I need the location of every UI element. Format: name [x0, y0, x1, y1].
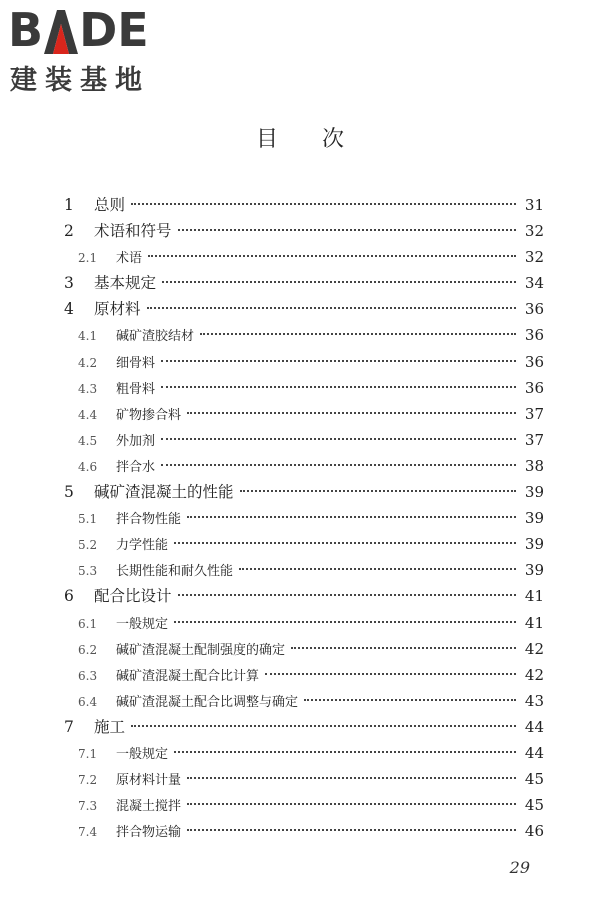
toc-entry[interactable] [60, 192, 544, 218]
toc-entry-number: 7.3 [78, 799, 98, 814]
toc-entry[interactable] [60, 505, 544, 531]
toc-entry-number: 5 [64, 483, 74, 502]
toc-entry-label: 碱矿渣混凝土配合比调整与确定 [116, 694, 299, 710]
toc-entry-page: 36 [524, 326, 544, 345]
toc-entry-label: 原材料计量 [116, 773, 182, 789]
toc-entry-label: 碱矿渣胶结材 [116, 329, 195, 345]
toc-entry-number: 4.5 [78, 433, 98, 448]
toc-leader-dots [178, 594, 516, 596]
toc-entry-number: 7.2 [78, 773, 98, 788]
toc-entry-number: 4.2 [78, 355, 98, 370]
toc-entry-page: 39 [524, 509, 544, 528]
toc-entry[interactable] [60, 740, 544, 766]
toc-entry-page: 39 [524, 483, 544, 502]
toc-entry-number: 7.4 [78, 825, 98, 840]
toc-entry-number: 5.2 [78, 538, 98, 553]
logo-letter-d: D [79, 3, 118, 57]
toc-entry[interactable] [60, 453, 544, 479]
toc-entry-page: 38 [524, 456, 544, 475]
page-number: 29 [509, 858, 530, 877]
toc-entry-page: 41 [524, 613, 544, 632]
toc-leader-dots [187, 803, 516, 805]
toc-entry-page: 32 [524, 222, 544, 241]
toc-entry-label: 拌合水 [116, 459, 156, 475]
toc-entry-label: 总则 [94, 196, 126, 214]
toc-entry-number: 6.1 [78, 616, 98, 631]
toc-entry-page: 42 [524, 639, 544, 658]
toc-entry-number: 4.3 [78, 381, 98, 396]
toc-entry-page: 36 [524, 300, 544, 319]
toc-entry-page: 37 [524, 404, 544, 423]
toc-entry[interactable] [60, 218, 544, 244]
logo-letter-e: E [117, 3, 149, 57]
toc-entry[interactable] [60, 636, 544, 662]
toc-leader-dots [131, 203, 516, 205]
toc-entry-label: 细骨料 [116, 355, 156, 371]
toc-entry-page: 36 [524, 378, 544, 397]
toc-entry[interactable] [60, 322, 544, 348]
toc-entry[interactable] [60, 583, 544, 609]
toc-leader-dots [162, 281, 516, 283]
toc-leader-dots [161, 386, 516, 388]
logo-wordmark [8, 3, 178, 57]
toc-leader-dots [265, 673, 516, 675]
toc-leader-dots [291, 647, 516, 649]
toc-entry-label: 术语和符号 [94, 222, 172, 241]
toc-entry-page: 37 [524, 430, 544, 449]
title-char-2: 次 [322, 127, 345, 152]
toc-entry-label: 混凝土搅拌 [116, 799, 182, 815]
toc-entry-page: 34 [524, 274, 544, 293]
toc-entry[interactable] [60, 766, 544, 792]
toc-leader-dots [131, 725, 516, 727]
toc-entry-number: 4.6 [78, 459, 98, 474]
toc-entry-page: 39 [524, 535, 544, 554]
toc-entry[interactable] [60, 714, 544, 740]
toc-entry-number: 5.1 [78, 512, 98, 527]
toc-entry-page: 31 [524, 196, 544, 214]
toc-entry-label: 一般规定 [116, 746, 169, 762]
toc-entry[interactable] [60, 531, 544, 557]
toc-entry-number: 5.3 [78, 564, 98, 579]
toc-entry-number: 1 [64, 196, 74, 214]
toc-entry-number: 6.4 [78, 694, 98, 709]
toc-leader-dots [148, 255, 516, 257]
toc-entry-page: 45 [524, 770, 544, 789]
toc-entry-number: 3 [64, 274, 74, 293]
toc-entry-number: 6.2 [78, 642, 98, 657]
logo-chinese-text: 建装基地 [10, 65, 150, 96]
toc-entry[interactable] [60, 244, 544, 270]
toc-entry-page: 44 [524, 717, 544, 736]
toc-entry[interactable] [60, 375, 544, 401]
toc-leader-dots [147, 307, 516, 309]
toc-entry-label: 粗骨料 [116, 381, 156, 397]
toc-entry[interactable] [60, 792, 544, 818]
toc-leader-dots [240, 490, 516, 492]
toc-entry-page: 46 [524, 822, 544, 841]
toc-entry[interactable] [60, 349, 544, 375]
toc-entry[interactable] [60, 610, 544, 636]
toc-entry-page: 41 [524, 587, 544, 606]
toc-entry-page: 43 [524, 691, 544, 710]
toc-entry-label: 原材料 [94, 300, 141, 319]
toc-entry-number: 7.1 [78, 746, 98, 761]
toc-entry[interactable] [60, 401, 544, 427]
toc-entry[interactable] [60, 688, 544, 714]
toc-entry[interactable] [60, 818, 544, 844]
toc-entry[interactable] [60, 479, 544, 505]
toc-entry-label: 碱矿渣混凝土的性能 [94, 483, 234, 502]
toc-entry-page: 36 [524, 352, 544, 371]
toc-entry-label: 施工 [94, 717, 126, 736]
page-title [0, 122, 600, 153]
toc-entry[interactable] [60, 427, 544, 453]
toc-entry-label: 碱矿渣混凝土配合比计算 [116, 668, 260, 684]
toc-entry-page: 39 [524, 561, 544, 580]
toc-entry-page: 42 [524, 665, 544, 684]
table-of-contents [60, 192, 544, 844]
toc-entry-label: 碱矿渣混凝土配制强度的确定 [116, 642, 286, 658]
title-char-1: 目 [255, 127, 278, 152]
toc-leader-dots [161, 438, 516, 440]
toc-entry[interactable] [60, 557, 544, 583]
toc-leader-dots [187, 412, 516, 414]
logo-letter-b: B [8, 3, 44, 57]
toc-entry-label: 配合比设计 [94, 587, 172, 606]
toc-entry-number: 2.1 [78, 251, 98, 266]
toc-leader-dots [174, 542, 516, 544]
toc-leader-dots [187, 777, 516, 779]
toc-leader-dots [161, 360, 516, 362]
toc-entry-number: 6 [64, 587, 74, 606]
toc-entry-number: 4 [64, 300, 74, 319]
toc-entry-page: 45 [524, 796, 544, 815]
toc-entry[interactable] [60, 662, 544, 688]
toc-leader-dots [304, 699, 516, 701]
toc-entry-number: 2 [64, 222, 74, 241]
toc-entry-label: 长期性能和耐久性能 [116, 564, 234, 580]
toc-entry-number: 7 [64, 717, 74, 736]
toc-entry-label: 拌合物性能 [116, 512, 182, 528]
toc-entry-number: 4.4 [78, 407, 98, 422]
logo [8, 3, 178, 97]
toc-entry-number: 4.1 [78, 329, 98, 344]
toc-entry-label: 术语 [116, 251, 143, 267]
toc-entry[interactable] [60, 270, 544, 296]
toc-leader-dots [187, 829, 516, 831]
toc-leader-dots [200, 333, 516, 335]
toc-entry-label: 基本规定 [94, 274, 157, 293]
logo-a-icon [44, 10, 78, 54]
toc-entry-label: 力学性能 [116, 538, 169, 554]
toc-entry-number: 6.3 [78, 668, 98, 683]
toc-leader-dots [239, 568, 516, 570]
toc-entry-page: 32 [524, 248, 544, 267]
toc-leader-dots [174, 751, 516, 753]
toc-entry-label: 拌合物运输 [116, 825, 182, 841]
toc-leader-dots [187, 516, 516, 518]
toc-entry[interactable] [60, 296, 544, 322]
toc-leader-dots [178, 229, 516, 231]
toc-entry-page: 44 [524, 743, 544, 762]
toc-entry-label: 矿物掺合料 [116, 407, 182, 423]
toc-entry-label: 外加剂 [116, 433, 156, 449]
toc-entry-label: 一般规定 [116, 616, 169, 632]
toc-leader-dots [174, 621, 516, 623]
toc-leader-dots [161, 464, 516, 466]
